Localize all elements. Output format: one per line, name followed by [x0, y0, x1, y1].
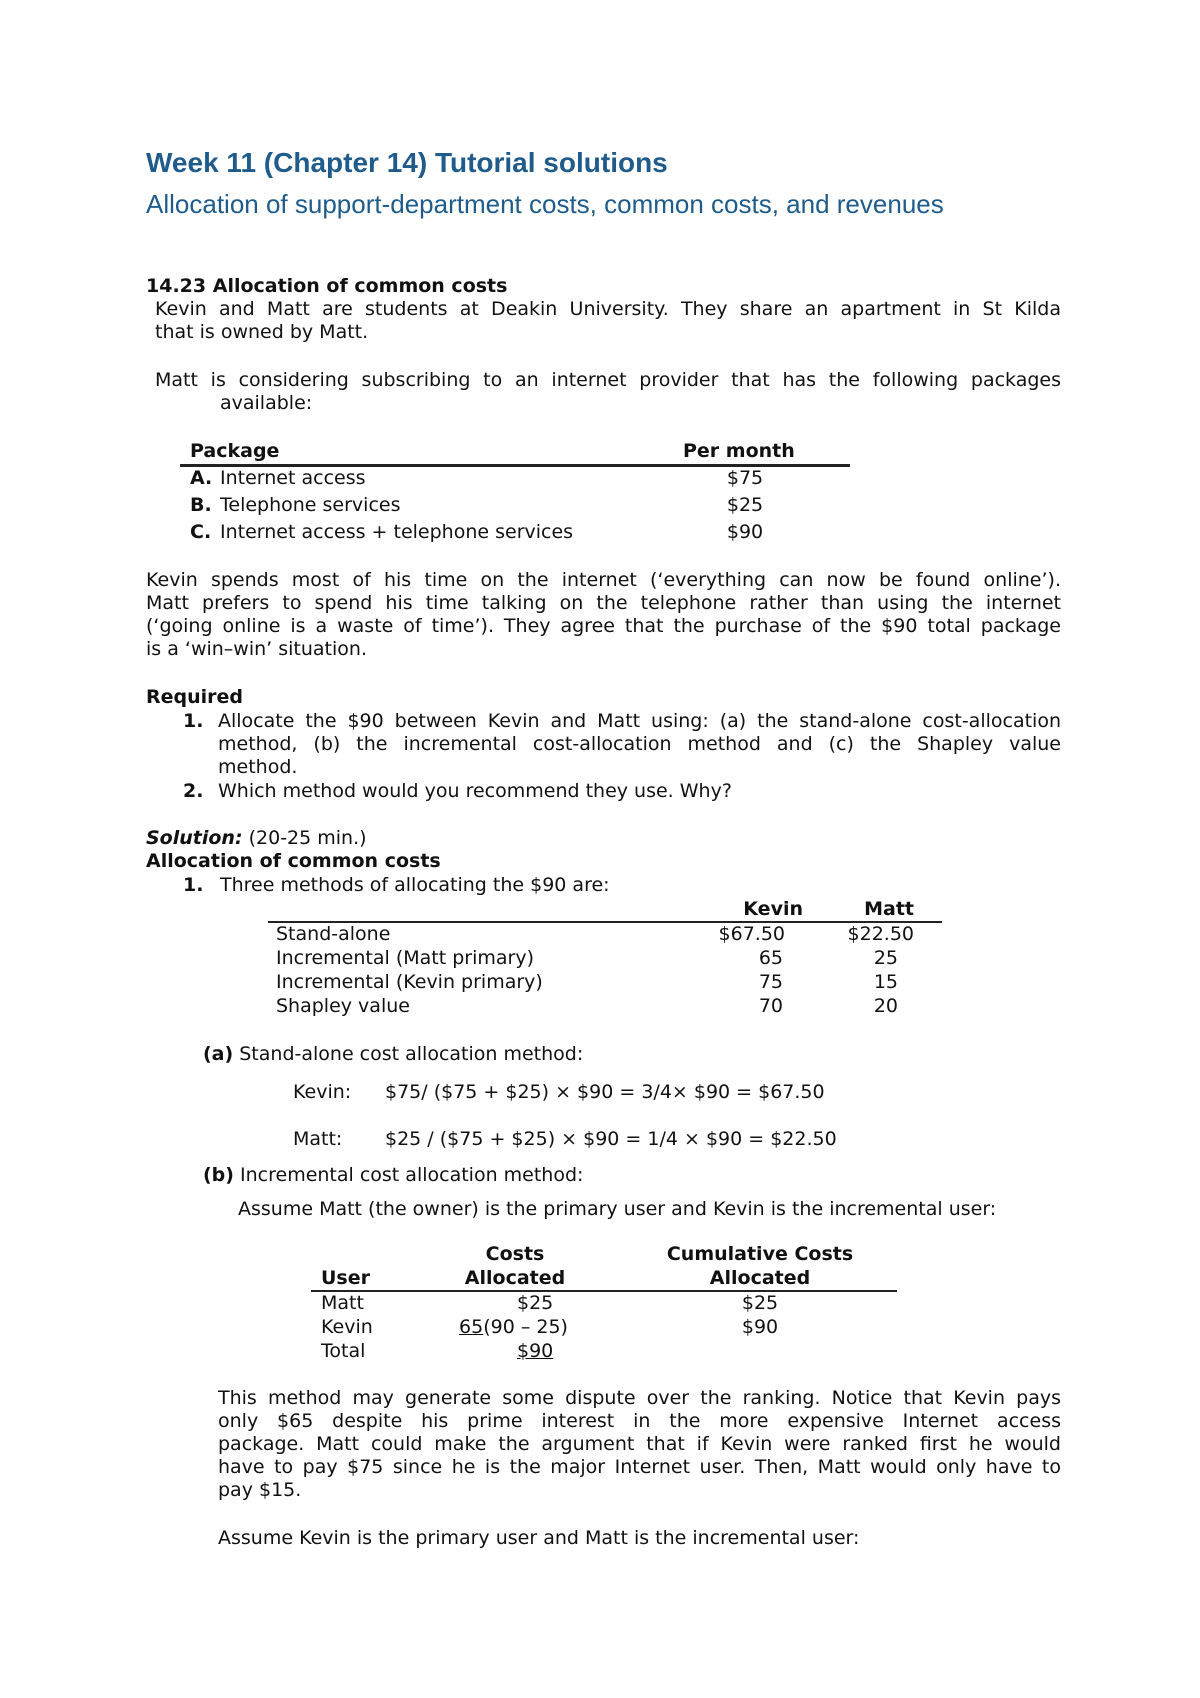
cost-value: $25 [517, 1292, 554, 1314]
method-name: Stand-alone [276, 923, 391, 945]
matt-calc: $25 / ($75 + $25) × $90 = 1/4 × $90 = $22.50 [385, 1128, 837, 1150]
cumulative-value: $25 [741, 1292, 779, 1314]
part-b-assume: Assume Matt (the owner) is the primary user and Kevin is the incremental user: [238, 1198, 997, 1220]
page-subtitle: Allocation of support-department costs, common costs, and revenues [146, 189, 944, 219]
scenario-line: Matt prefers to spend his time talking on the telephone rather than using the internet [146, 592, 1061, 614]
kevin-value: $67.50 [718, 923, 785, 945]
costs-col-header-top: Costs [485, 1243, 545, 1265]
part-a-label: (a) [203, 1043, 234, 1065]
cost-note: (90 – 25) [483, 1316, 568, 1338]
dispute-line: have to pay $75 since he is the major Internet user. Then, Matt would only have to [218, 1456, 1061, 1478]
solution-label: Solution: [146, 827, 243, 849]
price-col-header: Per month [683, 440, 795, 462]
part-a-line [203, 1043, 583, 1066]
user-col-header: User [321, 1267, 370, 1289]
matt-value: $22.50 [847, 923, 914, 945]
cost-cell [459, 1316, 568, 1339]
package-letter: B. [190, 494, 212, 516]
solution-heading: Allocation of common costs [146, 850, 441, 872]
kevin-value: 65 [758, 947, 783, 969]
matt-calc-label: Matt: [293, 1128, 343, 1150]
method-name: Shapley value [276, 995, 410, 1017]
kevin-value: 75 [758, 971, 783, 993]
package-letter: C. [190, 521, 212, 543]
problem-heading [146, 275, 507, 298]
required-heading: Required [146, 686, 244, 708]
dispute-line: package. Matt could make the argument that if Kevin were ranked first he would [218, 1433, 1061, 1455]
method-name: Incremental (Kevin primary) [276, 971, 543, 993]
package-letter: A. [190, 467, 213, 489]
method-name: Incremental (Matt primary) [276, 947, 534, 969]
matt-value: 20 [873, 995, 898, 1017]
dispute-line: This method may generate some dispute over the ranking. Notice that Kevin pays [218, 1387, 1061, 1409]
package-name: Telephone services [220, 494, 401, 516]
dispute-line: only $65 despite his prime interest in the more expensive Internet access [218, 1410, 1061, 1432]
kevin-value: 70 [758, 995, 783, 1017]
required-item-number: 1. [183, 710, 204, 732]
cost-value: $90 [517, 1340, 554, 1362]
user-name: Kevin [321, 1316, 373, 1338]
user-name: Total [321, 1340, 366, 1362]
problem-title: Allocation of common costs [212, 275, 508, 297]
problem-consider-line: available: [220, 392, 313, 414]
required-item-line: Which method would you recommend they use. Why? [218, 780, 732, 802]
required-item-line: method. [218, 756, 298, 778]
dispute-line: pay $15. [218, 1479, 302, 1501]
matt-col-header: Matt [864, 898, 914, 920]
costs-col-header-bottom: Allocated [464, 1267, 566, 1289]
scenario-line: (‘going online is a waste of time’). They agree that the purchase of the $90 total package [146, 615, 1061, 637]
required-item-line: method, (b) the incremental cost-allocation method and (c) the Shapley value [218, 733, 1061, 755]
dispute-assume: Assume Kevin is the primary user and Matt is the incremental user: [218, 1527, 860, 1549]
scenario-line: Kevin spends most of his time on the internet (‘everything can now be found online’). [146, 569, 1061, 591]
part-a-text: Stand-alone cost allocation method: [239, 1043, 584, 1065]
user-name: Matt [321, 1292, 364, 1314]
problem-intro-line: Kevin and Matt are students at Deakin University. They share an apartment in St Kilda [155, 298, 1061, 320]
cumulative-col-header-bottom: Allocated [709, 1267, 811, 1289]
matt-value: 25 [873, 947, 898, 969]
part-b-line [203, 1164, 583, 1187]
kevin-calc-label: Kevin: [293, 1081, 352, 1103]
package-price: $75 [726, 467, 764, 489]
matt-value: 15 [873, 971, 898, 993]
page-title: Week 11 (Chapter 14) Tutorial solutions [146, 147, 668, 178]
required-item-number: 2. [183, 780, 204, 802]
package-name: Internet access [220, 467, 366, 489]
package-name: Internet access + telephone services [220, 521, 574, 543]
scenario-line: is a ‘win–win’ situation. [146, 638, 367, 660]
solution-time: (20-25 min.) [248, 827, 367, 849]
package-price: $90 [726, 521, 764, 543]
solution-item-text: Three methods of allocating the $90 are: [220, 874, 610, 896]
cumulative-value: $90 [741, 1316, 779, 1338]
part-b-text: Incremental cost allocation method: [240, 1164, 584, 1186]
package-price: $25 [726, 494, 764, 516]
cost-value: 65 [459, 1316, 484, 1338]
problem-intro-line: that is owned by Matt. [155, 321, 369, 343]
solution-label-line [146, 827, 367, 850]
problem-number: 14.23 [146, 275, 207, 297]
kevin-col-header: Kevin [743, 898, 803, 920]
required-item-line: Allocate the $90 between Kevin and Matt using: (a) the stand-alone cost-allocation [218, 710, 1061, 732]
solution-item-number: 1. [183, 874, 204, 896]
problem-consider-line: Matt is considering subscribing to an internet provider that has the following packages [155, 369, 1061, 391]
package-col-header: Package [190, 440, 280, 462]
part-b-label: (b) [203, 1164, 234, 1186]
kevin-calc: $75/ ($75 + $25) × $90 = 3/4× $90 = $67.50 [385, 1081, 825, 1103]
cumulative-col-header-top: Cumulative Costs [666, 1243, 854, 1265]
